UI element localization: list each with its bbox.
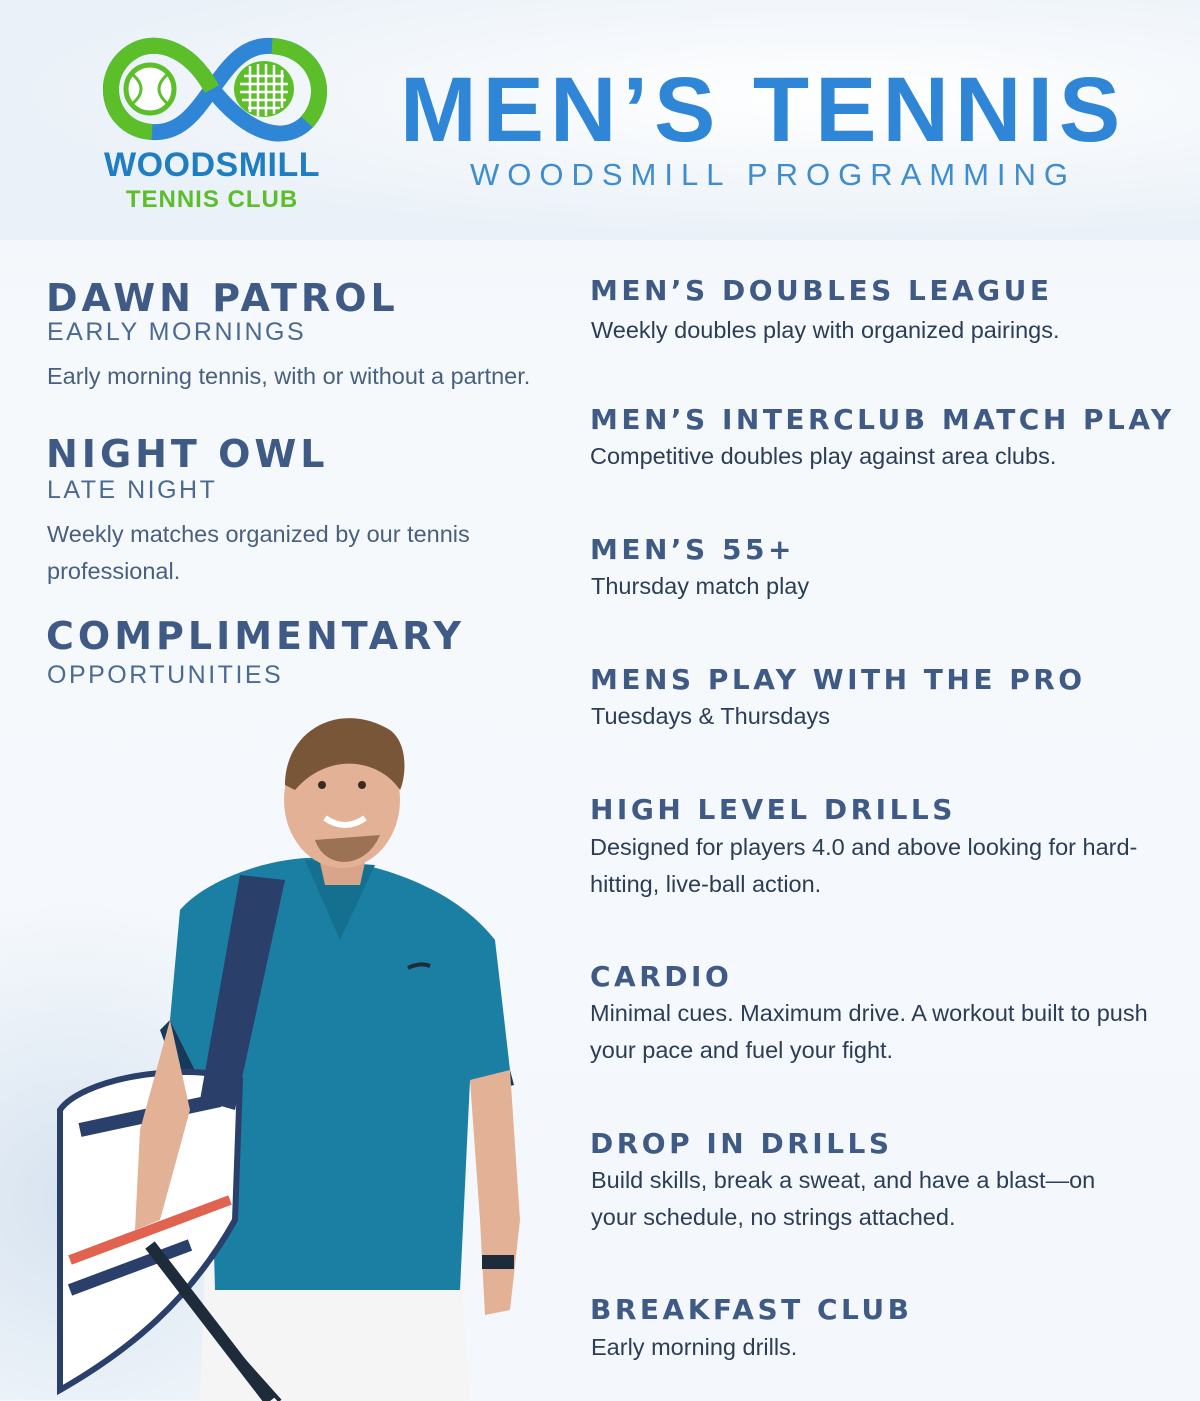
program-title-dawn-patrol: DAWN PATROL: [46, 276, 399, 320]
program-desc-interclub: Competitive doubles play against area clubs.: [590, 443, 1057, 469]
program-desc-dawn-patrol: Early morning tennis, with or without a partner.: [47, 363, 531, 389]
page-subtitle: WOODSMILL PROGRAMMING: [470, 157, 1077, 192]
section-subtitle-opportunities: OPPORTUNITIES: [47, 661, 284, 689]
program-title-breakfast-club: BREAKFAST CLUB: [590, 1293, 913, 1326]
racket-icon: [234, 61, 294, 117]
program-desc-breakfast-club: Early morning drills.: [591, 1334, 798, 1360]
program-subtitle-night-owl: LATE NIGHT: [47, 476, 218, 504]
program-desc-play-with-pro: Tuesdays & Thursdays: [591, 703, 831, 729]
program-desc-doubles-league: Weekly doubles play with organized pairings.: [591, 317, 1060, 343]
program-desc-night-owl: Weekly matches organized by our tennis professional.: [47, 521, 470, 584]
infinity-icon: [92, 34, 332, 144]
program-title-55-plus: MEN’S 55+: [590, 533, 795, 566]
program-desc-drop-in-drills: Build skills, break a sweat, and have a blast—on your schedule, no strings attached.: [591, 1167, 1096, 1230]
program-title-high-level-drills: HIGH LEVEL DRILLS: [590, 793, 956, 826]
program-title-cardio: CARDIO: [590, 960, 733, 993]
program-desc-high-level-drills: Designed for players 4.0 and above looking for hard-hitting, live-ball action.: [590, 834, 1138, 897]
program-title-interclub: MEN’S INTERCLUB MATCH PLAY: [590, 403, 1175, 436]
program-title-night-owl: NIGHT OWL: [46, 432, 329, 476]
program-desc-cardio: Minimal cues. Maximum drive. A workout built to push your pace and fuel your fight.: [590, 1000, 1148, 1063]
logo-text-tennis-club: TENNIS CLUB: [125, 186, 299, 213]
tennis-ball-icon: [126, 65, 174, 113]
logo-text-woodsmill: WOODSMILL: [103, 146, 321, 184]
page-title: MEN’S TENNIS: [400, 59, 1127, 161]
program-title-doubles-league: MEN’S DOUBLES LEAGUE: [590, 274, 1053, 307]
program-desc-55-plus: Thursday match play: [591, 573, 810, 599]
program-title-play-with-pro: MENS PLAY WITH THE PRO: [590, 663, 1086, 696]
player-photo: [40, 700, 540, 1401]
program-subtitle-dawn-patrol: EARLY MORNINGS: [47, 318, 307, 346]
section-title-complimentary: COMPLIMENTARY: [46, 614, 465, 658]
club-logo: [92, 34, 332, 219]
program-title-drop-in-drills: DROP IN DRILLS: [590, 1127, 893, 1160]
